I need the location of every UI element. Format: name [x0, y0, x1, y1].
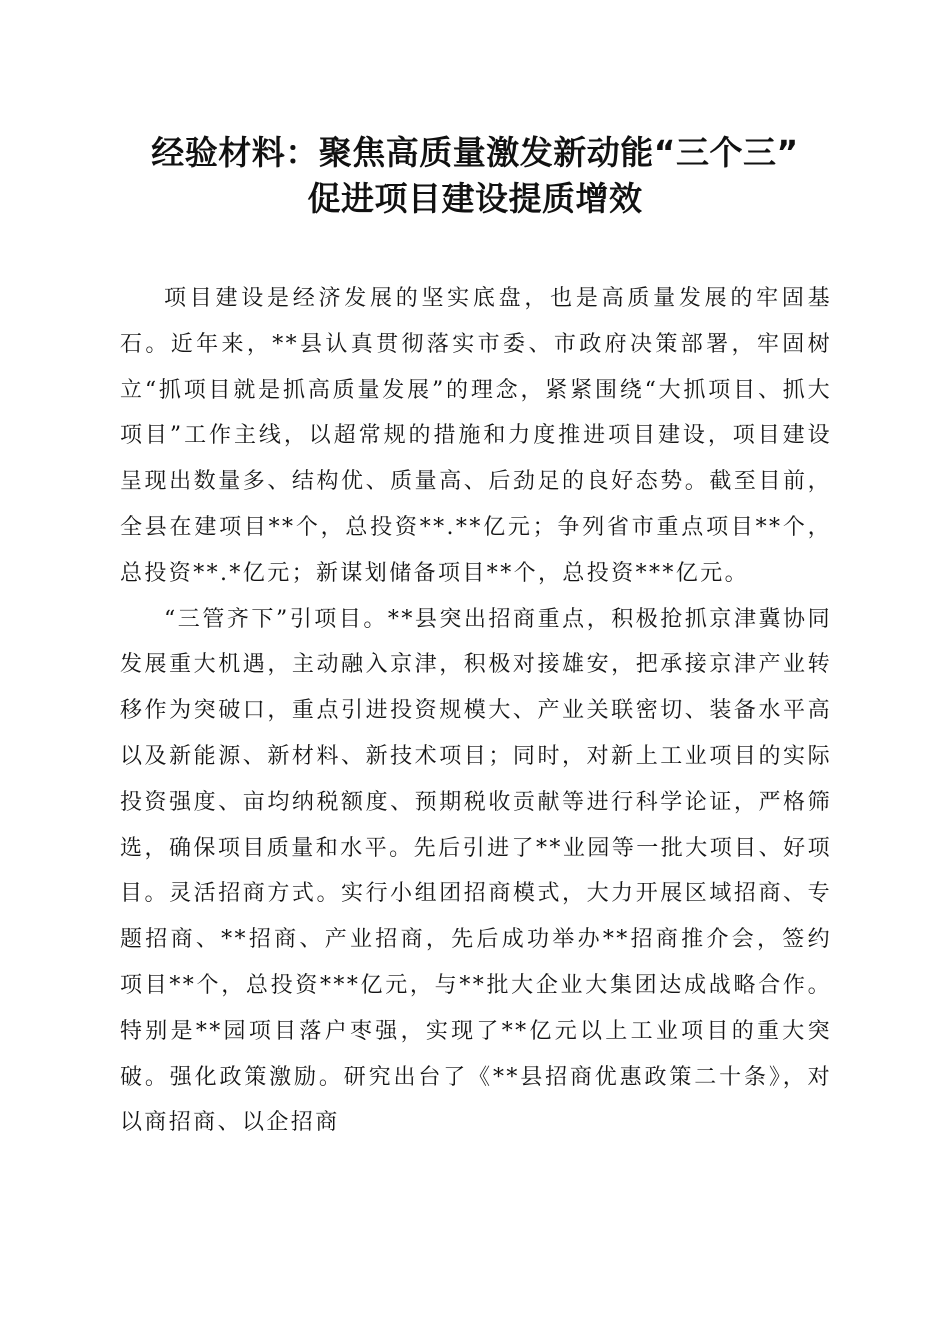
- document-title: [110, 130, 840, 222]
- paragraph-attract-projects: “三管齐下”引项目。**县突出招商重点，积极抢抓京津冀协同发展重大机遇，主动融入京津，积极对接雄安，把承接京津产业转移作为突破口，重点引进投资规模大、产业关联密切、装备水平高以及新能源、新材料、新技术项目；同时，对新上工业项目的实际投资强度、亩均纳税额度、预期税收贡献等进行科学论证，严格筛选，确保项目质量和水平。先后引进了**业园等一批大项目、好项目。灵活招商方式。实行小组团招商模式，大力开展区域招商、专题招商、**招商、产业招商，先后成功举办**招商推介会，签约项目**个，总投资***亿元，与**批大企业大集团达成战略合作。特别是**园项目落户枣强，实现了**亿元以上工业项目的重大突破。强化政策激励。研究出台了《**县招商优惠政策二十条》，对以商招商、以企招商: [120, 606, 832, 1136]
- paragraph-intro: 项目建设是经济发展的坚实底盘，也是高质量发展的牢固基石。近年来，**县认真贯彻落实市委、市政府决策部署，牢固树立“抓项目就是抓高质量发展”的理念，紧紧围绕“大抓项目、抓大项目”工作主线，以超常规的措施和力度推进项目建设，项目建设呈现出数量多、结构优、质量高、后劲足的良好态势。截至目前，全县在建项目**个，总投资**.**亿元；争列省市重点项目**个，总投资**.*亿元；新谋划储备项目**个，总投资***亿元。: [120, 286, 832, 586]
- title-line-2: 促进项目建设提质增效: [307, 179, 643, 218]
- document-body: [120, 276, 832, 1146]
- title-line-1: 经验材料：聚焦高质量激发新动能“三个三”: [151, 133, 799, 172]
